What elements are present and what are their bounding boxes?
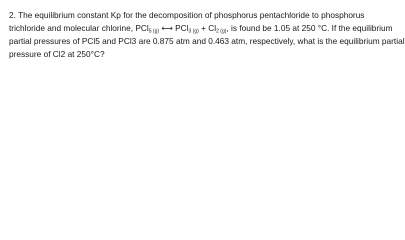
question-line-4: pressure of Cl2 at 250°C? xyxy=(9,48,105,59)
pcl3-subscript: 3 xyxy=(188,28,192,34)
pcl3-phase: (g) xyxy=(192,28,199,34)
cl2-phase: (g) xyxy=(220,28,227,34)
question-text xyxy=(9,9,405,60)
cl2-subscript: 2 xyxy=(216,28,219,34)
pcl5-phase: (g) xyxy=(152,28,160,34)
question-line-1 xyxy=(9,9,365,22)
cl2-formula: Cl xyxy=(208,22,217,33)
question-line-2-tail: , is found be 1.05 at 250 °C. If the equilibrium xyxy=(226,22,393,33)
question-line-1-text: The equilibrium constant Kp for the decomposition of phosphorus pentachloride to phosphorus xyxy=(18,10,365,20)
question-line-3: partial pressures of PCl5 and PCl3 are 0.875 atm and 0.463 atm, respectively, what is the equilibrium partial xyxy=(9,36,405,46)
pcl3-formula: PCl xyxy=(175,22,189,33)
question-line-2-text: trichloride and molecular chlorine, PCl xyxy=(9,22,149,33)
pcl5-subscript: 5 xyxy=(148,28,152,34)
equilibrium-arrow: ⟷ xyxy=(161,23,173,33)
question-line-2 xyxy=(9,22,393,36)
plus-sign: + xyxy=(201,22,206,33)
question-number: 2. xyxy=(9,10,16,20)
